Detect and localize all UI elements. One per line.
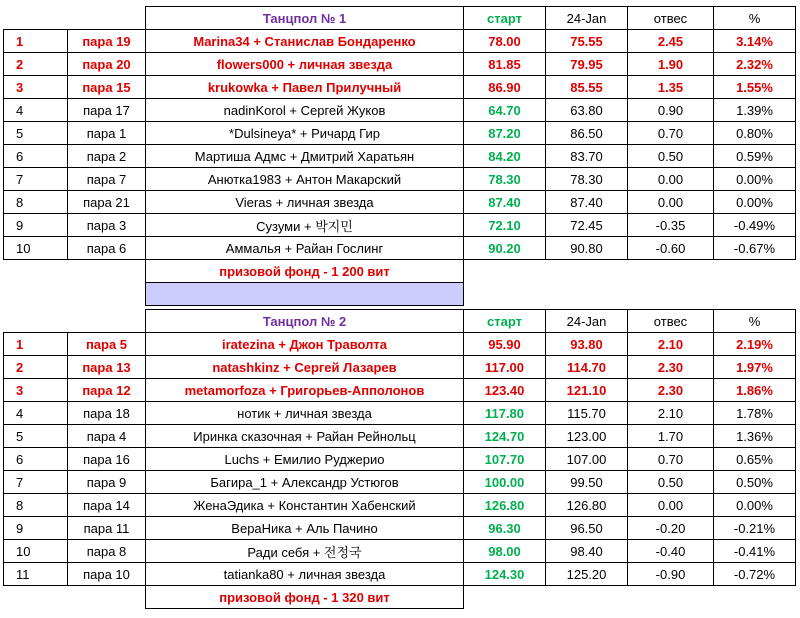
date-cell: 78.30	[546, 168, 628, 191]
header-date: 24-Jan	[546, 7, 628, 30]
pair-cell: пара 21	[68, 191, 146, 214]
pct-cell: 1.36%	[714, 425, 796, 448]
fund-row	[4, 260, 796, 283]
date-cell: 107.00	[546, 448, 628, 471]
names-cell: Мартиша Адмс + Дмитрий Харатьян	[146, 145, 464, 168]
names-cell: Vieras + личная звезда	[146, 191, 464, 214]
pct-cell: -0.67%	[714, 237, 796, 260]
drop-cell: 1.35	[628, 76, 714, 99]
date-cell: 115.70	[546, 402, 628, 425]
rank-cell: 1	[4, 30, 68, 53]
fund-row	[4, 586, 796, 609]
names-cell: Багира_1 + Александр Устюгов	[146, 471, 464, 494]
table-row	[4, 76, 796, 99]
rank-cell: 8	[4, 494, 68, 517]
drop-cell: -0.20	[628, 517, 714, 540]
rank-cell: 5	[4, 122, 68, 145]
rank-cell: 11	[4, 563, 68, 586]
pair-cell: пара 20	[68, 53, 146, 76]
table-row	[4, 214, 796, 237]
rank-cell: 1	[4, 333, 68, 356]
header-start: старт	[464, 310, 546, 333]
names-cell: ЖенаЭдика + Константин Хабенский	[146, 494, 464, 517]
pct-cell: 0.00%	[714, 494, 796, 517]
table-row	[4, 448, 796, 471]
pct-cell: -0.49%	[714, 214, 796, 237]
table-row	[4, 122, 796, 145]
start-cell: 117.00	[464, 356, 546, 379]
pct-cell: 1.78%	[714, 402, 796, 425]
rank-cell: 6	[4, 145, 68, 168]
drop-cell: 2.10	[628, 402, 714, 425]
pct-cell: 0.50%	[714, 471, 796, 494]
table-row	[4, 53, 796, 76]
prize-fund: призовой фонд - 1 320 вит	[146, 586, 464, 609]
pct-cell: 0.00%	[714, 191, 796, 214]
start-cell: 86.90	[464, 76, 546, 99]
table-row	[4, 425, 796, 448]
names-cell: tatianka80 + личная звезда	[146, 563, 464, 586]
start-cell: 64.70	[464, 99, 546, 122]
drop-cell: 1.70	[628, 425, 714, 448]
date-cell: 121.10	[546, 379, 628, 402]
header-drop: отвес	[628, 7, 714, 30]
drop-cell: 0.50	[628, 471, 714, 494]
pct-cell: -0.21%	[714, 517, 796, 540]
start-cell: 123.40	[464, 379, 546, 402]
rank-cell: 7	[4, 168, 68, 191]
pool1-header-row	[4, 7, 796, 30]
pair-cell: пара 9	[68, 471, 146, 494]
rank-cell: 3	[4, 379, 68, 402]
drop-cell: -0.35	[628, 214, 714, 237]
rank-cell: 7	[4, 471, 68, 494]
names-cell: krukowka + Павел Прилучный	[146, 76, 464, 99]
pct-cell: 0.65%	[714, 448, 796, 471]
pair-cell: пара 3	[68, 214, 146, 237]
pair-cell: пара 16	[68, 448, 146, 471]
drop-cell: 0.70	[628, 122, 714, 145]
pair-cell: пара 17	[68, 99, 146, 122]
start-cell: 84.20	[464, 145, 546, 168]
names-cell: metamorfoza + Григорьев-Апполонов	[146, 379, 464, 402]
table-row	[4, 402, 796, 425]
drop-cell: -0.60	[628, 237, 714, 260]
header-start: старт	[464, 7, 546, 30]
date-cell: 96.50	[546, 517, 628, 540]
start-cell: 95.90	[464, 333, 546, 356]
rank-cell: 9	[4, 517, 68, 540]
names-cell: Иринка сказочная + Райан Рейнольц	[146, 425, 464, 448]
drop-cell: 0.50	[628, 145, 714, 168]
pool2-table	[3, 309, 796, 609]
date-cell: 125.20	[546, 563, 628, 586]
drop-cell: 0.00	[628, 494, 714, 517]
start-cell: 78.30	[464, 168, 546, 191]
table-row	[4, 99, 796, 122]
rank-cell: 5	[4, 425, 68, 448]
table-row	[4, 356, 796, 379]
pct-cell: 0.80%	[714, 122, 796, 145]
pair-cell: пара 19	[68, 30, 146, 53]
table-row	[4, 333, 796, 356]
names-cell: flowers000 + личная звезда	[146, 53, 464, 76]
start-cell: 117.80	[464, 402, 546, 425]
drop-cell: 0.90	[628, 99, 714, 122]
drop-cell: -0.40	[628, 540, 714, 563]
pair-cell: пара 15	[68, 76, 146, 99]
rank-cell: 6	[4, 448, 68, 471]
names-cell: nadinKorol + Сергей Жуков	[146, 99, 464, 122]
names-cell: iratezina + Джон Траволта	[146, 333, 464, 356]
separator-bar	[146, 283, 464, 306]
rank-cell: 4	[4, 99, 68, 122]
header-date: 24-Jan	[546, 310, 628, 333]
separator-row	[4, 283, 796, 306]
pct-cell: 1.97%	[714, 356, 796, 379]
table-row	[4, 168, 796, 191]
date-cell: 87.40	[546, 191, 628, 214]
pct-cell: -0.41%	[714, 540, 796, 563]
rank-cell: 10	[4, 540, 68, 563]
rank-cell: 4	[4, 402, 68, 425]
pct-cell: 1.86%	[714, 379, 796, 402]
pair-cell: пара 10	[68, 563, 146, 586]
names-cell: *Dulsineya* + Ричард Гир	[146, 122, 464, 145]
rank-cell: 3	[4, 76, 68, 99]
rank-cell: 2	[4, 53, 68, 76]
pct-cell: 2.19%	[714, 333, 796, 356]
names-cell: natashkinz + Сергей Лазарев	[146, 356, 464, 379]
table-row	[4, 191, 796, 214]
pair-cell: пара 14	[68, 494, 146, 517]
table-row	[4, 471, 796, 494]
start-cell: 98.00	[464, 540, 546, 563]
start-cell: 90.20	[464, 237, 546, 260]
table-row	[4, 563, 796, 586]
pair-cell: пара 1	[68, 122, 146, 145]
pair-cell: пара 8	[68, 540, 146, 563]
pool2-title: Танцпол № 2	[146, 310, 464, 333]
pair-cell: пара 11	[68, 517, 146, 540]
date-cell: 99.50	[546, 471, 628, 494]
drop-cell: -0.90	[628, 563, 714, 586]
pct-cell: -0.72%	[714, 563, 796, 586]
pool1-title: Танцпол № 1	[146, 7, 464, 30]
drop-cell: 1.90	[628, 53, 714, 76]
table-row	[4, 379, 796, 402]
table-row	[4, 517, 796, 540]
date-cell: 85.55	[546, 76, 628, 99]
date-cell: 75.55	[546, 30, 628, 53]
start-cell: 81.85	[464, 53, 546, 76]
start-cell: 124.30	[464, 563, 546, 586]
drop-cell: 0.00	[628, 191, 714, 214]
start-cell: 100.00	[464, 471, 546, 494]
date-cell: 98.40	[546, 540, 628, 563]
start-cell: 124.70	[464, 425, 546, 448]
table-row	[4, 494, 796, 517]
pool2-header-row	[4, 310, 796, 333]
date-cell: 86.50	[546, 122, 628, 145]
date-cell: 126.80	[546, 494, 628, 517]
names-cell: Ради себя + 전정국	[146, 540, 464, 563]
start-cell: 126.80	[464, 494, 546, 517]
pair-cell: пара 2	[68, 145, 146, 168]
header-pct: %	[714, 310, 796, 333]
date-cell: 90.80	[546, 237, 628, 260]
names-cell: Marina34 + Станислав Бондаренко	[146, 30, 464, 53]
drop-cell: 2.45	[628, 30, 714, 53]
start-cell: 87.40	[464, 191, 546, 214]
drop-cell: 0.70	[628, 448, 714, 471]
pct-cell: 1.39%	[714, 99, 796, 122]
drop-cell: 2.30	[628, 356, 714, 379]
names-cell: Анютка1983 + Антон Макарский	[146, 168, 464, 191]
start-cell: 107.70	[464, 448, 546, 471]
pct-cell: 0.59%	[714, 145, 796, 168]
date-cell: 114.70	[546, 356, 628, 379]
names-cell: Luchs + Емилио Руджерио	[146, 448, 464, 471]
header-pct: %	[714, 7, 796, 30]
names-cell: Аммалья + Райан Гослинг	[146, 237, 464, 260]
table-row	[4, 237, 796, 260]
pool1-table	[3, 6, 796, 306]
names-cell: ВераНика + Аль Пачино	[146, 517, 464, 540]
date-cell: 79.95	[546, 53, 628, 76]
pct-cell: 2.32%	[714, 53, 796, 76]
pair-cell: пара 7	[68, 168, 146, 191]
prize-fund: призовой фонд - 1 200 вит	[146, 260, 464, 283]
pair-cell: пара 18	[68, 402, 146, 425]
table-row	[4, 145, 796, 168]
pair-cell: пара 12	[68, 379, 146, 402]
date-cell: 83.70	[546, 145, 628, 168]
start-cell: 96.30	[464, 517, 546, 540]
table-row	[4, 540, 796, 563]
drop-cell: 0.00	[628, 168, 714, 191]
date-cell: 93.80	[546, 333, 628, 356]
pct-cell: 3.14%	[714, 30, 796, 53]
pair-cell: пара 5	[68, 333, 146, 356]
rank-cell: 2	[4, 356, 68, 379]
rank-cell: 9	[4, 214, 68, 237]
pair-cell: пара 4	[68, 425, 146, 448]
drop-cell: 2.10	[628, 333, 714, 356]
pair-cell: пара 13	[68, 356, 146, 379]
date-cell: 123.00	[546, 425, 628, 448]
start-cell: 78.00	[464, 30, 546, 53]
pair-cell: пара 6	[68, 237, 146, 260]
date-cell: 72.45	[546, 214, 628, 237]
header-drop: отвес	[628, 310, 714, 333]
names-cell: нотик + личная звезда	[146, 402, 464, 425]
pct-cell: 0.00%	[714, 168, 796, 191]
rank-cell: 10	[4, 237, 68, 260]
start-cell: 72.10	[464, 214, 546, 237]
drop-cell: 2.30	[628, 379, 714, 402]
start-cell: 87.20	[464, 122, 546, 145]
names-cell: Сузуми + 박지민	[146, 214, 464, 237]
pct-cell: 1.55%	[714, 76, 796, 99]
rank-cell: 8	[4, 191, 68, 214]
table-row	[4, 30, 796, 53]
date-cell: 63.80	[546, 99, 628, 122]
